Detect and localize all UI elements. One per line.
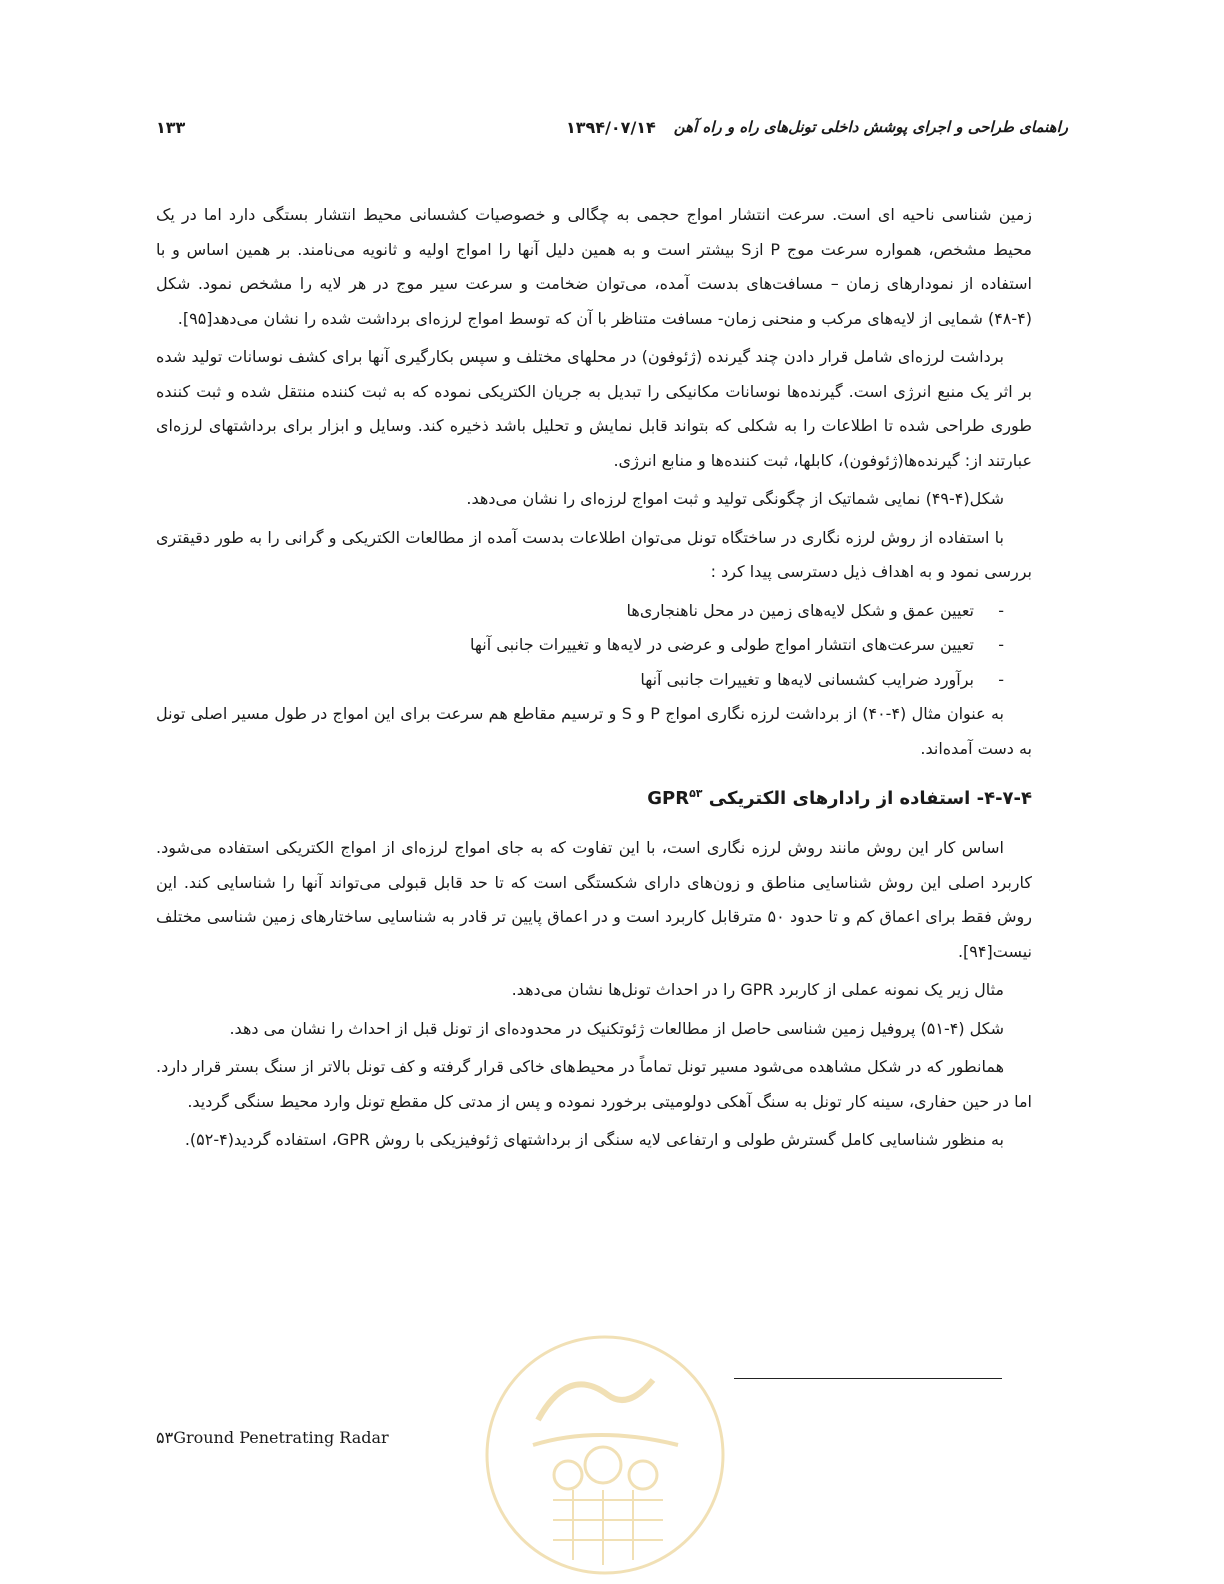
footnote-divider: [734, 1378, 1002, 1379]
list-item: [156, 594, 1004, 629]
list-item-text: تعیین عمق و شکل لایه‌های زمین در محل ناهنجاری‌ها: [626, 600, 974, 620]
footnote-ref: ۵۳: [156, 1428, 174, 1447]
footnote: [156, 1428, 389, 1447]
publisher-seal-logo-icon: [478, 1325, 732, 1584]
paragraph: مثال زیر یک نمونه عملی از کاربرد GPR را در احداث تونل‌ها نشان می‌دهد.: [511, 980, 1004, 999]
list-marker: -: [998, 669, 1004, 689]
paragraph: شکل(۴-۴۹) نمایی شماتیک از چگونگی تولید و ثبت امواج لرزه‌ای را نشان می‌دهد.: [466, 489, 1004, 508]
section-heading-text: ۴-۷-۴- استفاده از رادارهای الکتریکی: [708, 788, 1032, 809]
page-header: [156, 118, 1068, 148]
objectives-list: [156, 594, 1032, 698]
header-date: ۱۳۹۴/۰۷/۱۴: [566, 118, 656, 137]
list-item-text: برآورد ضرایب کشسانی لایه‌ها و تغییرات جانبی آنها: [640, 669, 974, 689]
page-number: ۱۳۳: [156, 118, 186, 137]
list-item: [156, 663, 1004, 698]
paragraph: اساس کار این روش مانند روش لرزه نگاری است، با این تفاوت که به جای امواج لرزه‌ای از امواج الکتریکی استفاده می‌شود. کاربرد اصلی این روش شناسایی مناطق و زون‌های دارای شکستگی است که تا حد قابل قبولی می‌تواند آنها را شناسایی کند. این روش فقط برای اعماق کم و تا حدود ۵۰ مترقابل کاربرد است و در اعماق پایین تر قادر به شناسایی ساختارهای زمین شناسی مختلف نیست[۹۴].: [156, 838, 1032, 961]
paragraph: به منظور شناسایی کامل گسترش طولی و ارتفاعی لایه سنگی از برداشتهای ژئوفیزیکی با روش GPR، استفاده گردید(۴-۵۲).: [184, 1130, 1004, 1149]
paragraph: همانطور که در شکل مشاهده می‌شود مسیر تونل تماماً در محیط‌های خاکی قرار گرفته و کف تونل بالاتر از سنگ بستر قرار دارد. اما در حین حفاری، سینه کار تونل به سنگ آهکی دولومیتی برخورد نموده و پس از مدتی کل مقطع تونل وارد محیط سنگی گردید.: [156, 1057, 1032, 1111]
list-marker: -: [998, 635, 1004, 654]
section-abbr: GPR: [647, 788, 690, 809]
paragraph: برداشت لرزه‌ای شامل قرار دادن چند گیرنده (ژئوفون) در محلهای مختلف و سپس بکارگیری آنها برای کشف نوسانات تولید شده بر اثر یک منبع انرژی است. گیرنده‌ها نوسانات مکانیکی را تبدیل به جریان الکتریکی نموده که به ثبت کننده منتقل شده و ثبت کننده طوری طراحی شده تا اطلاعات را به شکلی که بتواند قابل نمایش و تحلیل باشد ذخیره کند. وسایل و ابزار برای برداشتهای لرزه‌ای عبارتند از: گیرنده‌ها(ژئوفون)، کابلها، ثبت کننده‌ها و منابع انرژی.: [156, 347, 1032, 470]
paragraph: با استفاده از روش لرزه نگاری در ساختگاه تونل می‌توان اطلاعات بدست آمده از مطالعات الکتریکی و گرانی را به طور دقیقتری بررسی نمود و به اهداف ذیل دسترسی پیدا کرد :: [156, 527, 1032, 581]
running-title: راهنمای طراحی و اجرای پوشش داخلی تونل‌های راه و راه آهن: [673, 118, 1068, 136]
list-marker: -: [998, 600, 1004, 620]
paragraph: به عنوان مثال (۴-۴۰) از برداشت لرزه نگاری امواج P و S و ترسیم مقاطع هم سرعت برای این امواج در طول مسیر اصلی تونل به دست آمده‌اند.: [156, 704, 1032, 758]
list-item-text: تعیین سرعت‌های انتشار امواج طولی و عرضی در لایه‌ها و تغییرات جانبی آنها: [470, 635, 974, 654]
paragraph: شکل (۴-۵۱) پروفیل زمین شناسی حاصل از مطالعات ژئوتکنیک در محدوده‌ای از تونل قبل از احداث را نشان می دهد.: [229, 1018, 1004, 1038]
section-heading: [156, 774, 1032, 819]
page-body: [156, 198, 1032, 1162]
footnote-marker: ۵۳: [689, 787, 703, 800]
footnote-text: Ground Penetrating Radar: [173, 1428, 389, 1447]
paragraph: زمین شناسی ناحیه ای است. سرعت انتشار امواج حجمی به چگالی و خصوصیات کشسانی محیط انتشار بستگی دارد اما در یک محیط مشخص، همواره سرعت موج P ازS بیشتر است و به همین دلیل آنها را امواج اولیه و ثانویه می‌نامند. بر همین اساس و با استفاده از نمودارهای زمان – مسافت‌های بدست آمده، می‌توان ضخامت و سرعت سیر موج در هر لایه را مشخص نمود. شکل (۴-۴۸) شمایی از لایه‌های مرکب و منحنی زمان- مسافت متناظر با آن که توسط امواج لرزه‌ای برداشت شده را نشان می‌دهد[۹۵].: [156, 205, 1033, 328]
list-item: [156, 628, 1004, 663]
